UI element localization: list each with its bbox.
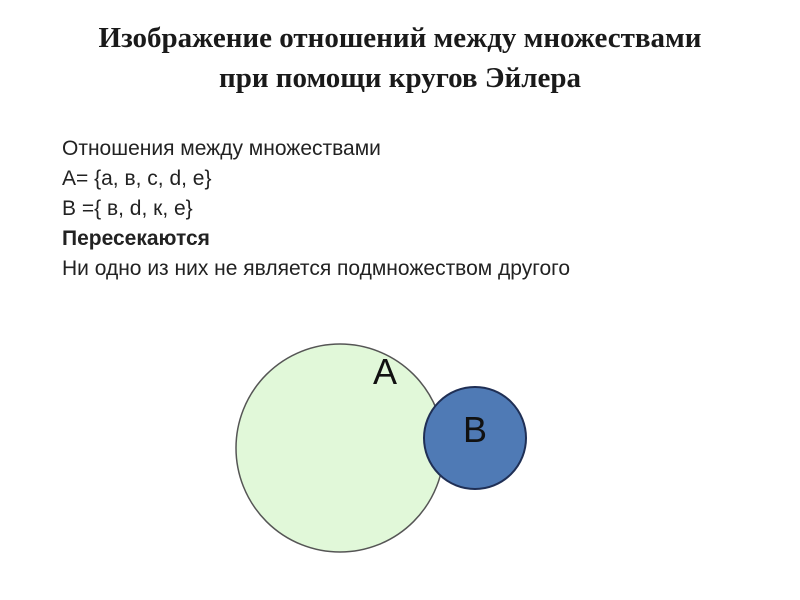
relations-heading: Отношения между множествами <box>62 137 381 160</box>
set-b-definition: В ={ в, d, к, е} <box>62 197 193 220</box>
title-line-1: Изображение отношений между множествами <box>98 22 702 54</box>
title-line-2: при помощи кругов Эйлера <box>218 62 581 94</box>
circle-a-label: А <box>372 351 398 392</box>
circle-b-label: В <box>462 409 488 450</box>
circle-a <box>236 344 444 552</box>
subset-note: Ни одно из них не является подмножеством другого <box>62 257 571 280</box>
set-a-definition: А= {а, в, с, d, е} <box>62 167 212 190</box>
relation-type: Пересекаются <box>62 227 210 250</box>
